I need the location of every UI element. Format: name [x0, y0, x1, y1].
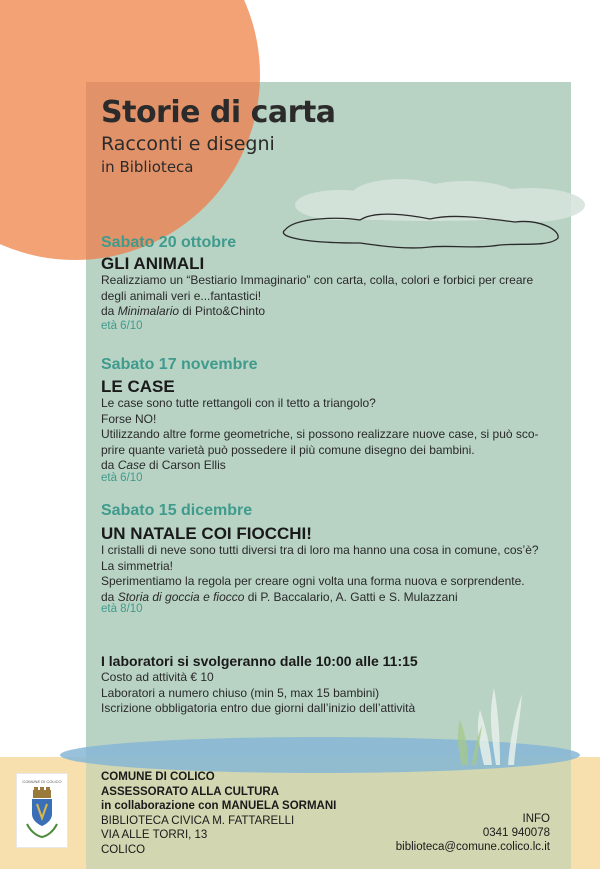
- address-line: COLICO: [101, 843, 146, 856]
- event-date: Sabato 17 novembre: [101, 356, 258, 373]
- source-prefix: da: [101, 304, 118, 318]
- subtitle-location: in Biblioteca: [101, 158, 194, 176]
- address-line: BIBLIOTECA CIVICA M. FATTARELLI: [101, 814, 295, 827]
- address-line: VIA ALLE TORRI, 13: [101, 829, 208, 841]
- event-line: Forse NO!: [101, 411, 157, 426]
- source-author: di Pinto&Chinto: [179, 304, 266, 318]
- source-title: Storia di goccia e fiocco: [117, 589, 245, 604]
- source-title: Minimalario: [117, 304, 180, 318]
- event-source: [101, 590, 539, 606]
- plant-illustration: [448, 680, 538, 770]
- schedule-line: Laboratori a numero chiuso (min 5, max 15 bambini): [101, 685, 380, 700]
- event-date: Sabato 20 ottobre: [101, 234, 237, 251]
- event-description: [101, 543, 539, 605]
- schedule-line: Costo ad attività € 10: [101, 670, 214, 684]
- event-line: Sperimentiamo la regola per creare ogni volta una forma nuova e sorprendente.: [101, 574, 525, 588]
- org-line: COMUNE DI COLICO: [101, 771, 215, 783]
- municipal-crest: [16, 773, 68, 848]
- page-title: Storie di carta: [101, 95, 336, 130]
- info-phone: 0341 940078: [482, 827, 550, 839]
- coat-of-arms-icon: [17, 774, 67, 847]
- event-line: Le case sono tutte rettangoli con il tetto a triangolo?: [101, 396, 376, 410]
- event-line: prire quante varietà può possedere il più comune disegno dei bambini.: [101, 442, 475, 457]
- schedule-headline: I laboratori si svolgeranno dalle 10:00 alle 11:15: [101, 653, 418, 669]
- schedule-details: [101, 670, 415, 717]
- event-line: La simmetria!: [101, 558, 174, 573]
- footer-organization: [101, 770, 336, 857]
- org-line: ASSESSORATO ALLA CULTURA: [101, 785, 280, 798]
- subtitle: Racconti e disegni: [101, 133, 275, 155]
- event-date: Sabato 15 dicembre: [101, 502, 253, 519]
- event-age: età 6/10: [101, 320, 143, 332]
- schedule-line: Iscrizione obbligatoria entro due giorni dall’inizio dell’attività: [101, 701, 416, 715]
- event-line: Utilizzando altre forme geometriche, si possono realizzare nuove case, si può sco-: [101, 427, 539, 441]
- info-email[interactable]: biblioteca@comune.colico.lc.it: [395, 841, 550, 853]
- source-title: Case: [117, 458, 146, 472]
- source-author: di Carson Ellis: [145, 458, 226, 472]
- event-heading: LE CASE: [101, 377, 175, 396]
- org-line: in collaborazione con MANUELA SORMANI: [101, 800, 337, 812]
- event-line: Realizziamo un “Bestiario Immaginario” con carta, colla, colori e forbici per creare: [101, 273, 534, 287]
- event-age: età 8/10: [101, 603, 143, 615]
- event-line: I cristalli di neve sono tutti diversi tra di loro ma hanno una cosa in comune, cos’è?: [101, 543, 539, 557]
- event-source: [101, 458, 539, 474]
- event-heading: GLI ANIMALI: [101, 254, 205, 273]
- event-line: degli animali veri e...fantastici!: [101, 288, 262, 303]
- info-label: INFO: [522, 813, 550, 825]
- source-prefix: da: [101, 589, 118, 604]
- event-description: [101, 273, 533, 320]
- event-age: età 6/10: [101, 472, 143, 484]
- event-description: [101, 396, 539, 474]
- cloud-illustration: [280, 175, 600, 255]
- source-author: di P. Baccalario, A. Gatti e S. Mulazzani: [244, 589, 458, 604]
- source-prefix: da: [101, 458, 118, 472]
- event-source: [101, 304, 533, 320]
- event-heading: UN NATALE COI FIOCCHI!: [101, 524, 312, 543]
- crest-caption: COMUNE DI COLICO: [22, 779, 62, 784]
